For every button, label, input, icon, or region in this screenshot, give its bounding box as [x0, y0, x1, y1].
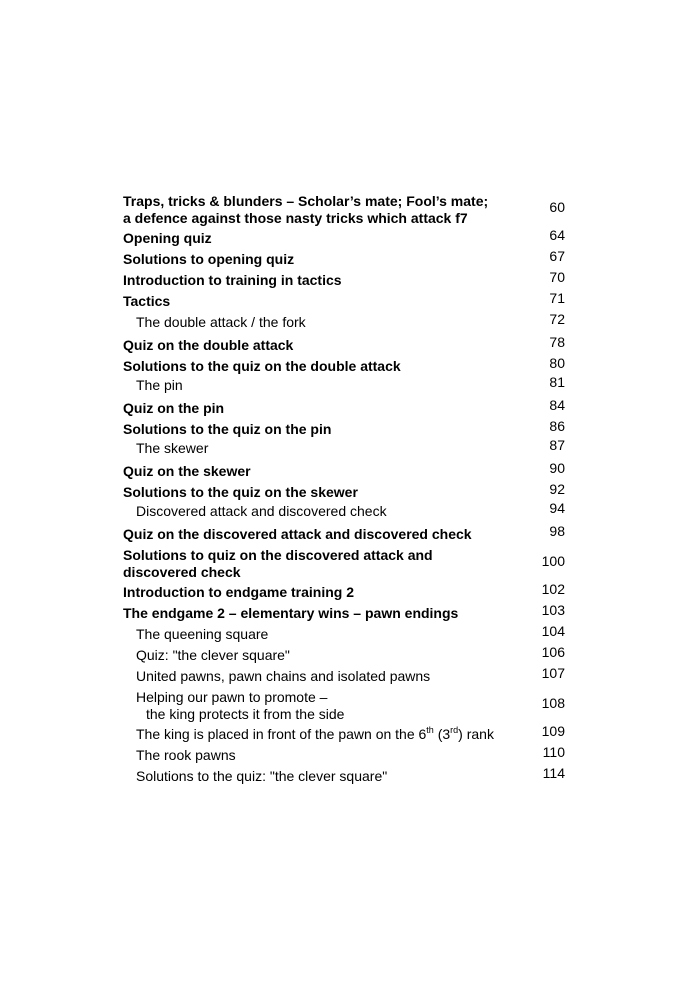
toc-subentry[interactable]: [123, 665, 565, 685]
toc-entry-title: Discovered attack and discovered check: [136, 503, 387, 519]
toc-page-number: 107: [541, 665, 565, 681]
toc-page-number: 70: [549, 269, 565, 285]
toc-entry-title: Solutions to the quiz on the skewer: [123, 484, 358, 500]
toc-entry[interactable]: [123, 355, 565, 375]
toc-page-number: 78: [549, 334, 565, 350]
toc-subentry[interactable]: [123, 744, 565, 764]
toc-subentry[interactable]: [123, 311, 565, 331]
toc-page-number: 109: [541, 723, 565, 739]
toc-page-number: 98: [549, 523, 565, 539]
toc-subentry[interactable]: [123, 765, 565, 785]
toc-entry-title: Solutions to the quiz on the double attack: [123, 358, 401, 374]
toc-entry[interactable]: [123, 334, 565, 354]
toc-entry[interactable]: [123, 460, 565, 480]
toc-entry-title: Tactics: [123, 293, 171, 309]
toc-page-number: 80: [549, 355, 565, 371]
toc-entry-title: Quiz on the skewer: [123, 463, 251, 479]
toc-entry-title: The double attack / the fork: [136, 314, 306, 330]
toc-entry[interactable]: [123, 547, 565, 581]
toc-page-number: 100: [541, 553, 565, 569]
toc-entry-title: United pawns, pawn chains and isolated pawns: [136, 668, 431, 684]
toc-subentry[interactable]: [123, 374, 565, 394]
toc-page-number: 92: [549, 481, 565, 497]
toc-page-number: 106: [541, 644, 565, 660]
toc-entry[interactable]: [123, 290, 565, 310]
toc-subentry[interactable]: [123, 644, 565, 664]
toc-entry-title: Opening quiz: [123, 230, 212, 246]
toc-subentry[interactable]: [123, 723, 565, 743]
toc-entry-title: The skewer: [136, 440, 209, 456]
table-of-contents: [123, 193, 565, 789]
toc-entry[interactable]: [123, 248, 565, 268]
toc-entry-title: Quiz on the double attack: [123, 337, 294, 353]
toc-page-number: 86: [549, 418, 565, 434]
toc-entry-title: The queening square: [136, 626, 269, 642]
toc-page-number: 72: [549, 311, 565, 327]
toc-page-number: 110: [542, 744, 565, 760]
toc-page-number: 108: [541, 695, 565, 711]
toc-entry-title: The rook pawns: [136, 747, 236, 763]
toc-entry-title: Solutions to quiz on the discovered attack and discovered check: [123, 547, 433, 580]
toc-entry[interactable]: [123, 227, 565, 247]
toc-page-number: 103: [541, 602, 565, 618]
toc-entry-title: Solutions to opening quiz: [123, 251, 295, 267]
toc-entry-title: The endgame 2 – elementary wins – pawn endings: [123, 605, 459, 621]
toc-entry[interactable]: [123, 397, 565, 417]
toc-entry-title: Solutions to the quiz: "the clever square": [136, 768, 388, 784]
toc-entry[interactable]: [123, 481, 565, 501]
toc-entry-title: Solutions to the quiz on the pin: [123, 421, 332, 437]
toc-entry-title: Quiz on the discovered attack and discovered check: [123, 526, 472, 542]
toc-entry[interactable]: [123, 581, 565, 601]
toc-entry-title: Quiz: "the clever square": [136, 647, 290, 663]
toc-page-number: 87: [549, 437, 565, 453]
toc-entry[interactable]: [123, 269, 565, 289]
toc-entry-title: The king is placed in front of the pawn on the 6th (3rd) rank: [136, 725, 494, 742]
toc-page-number: 71: [549, 290, 565, 306]
toc-entry[interactable]: [123, 193, 565, 227]
toc-page-number: 104: [541, 623, 565, 639]
toc-subentry[interactable]: [123, 437, 565, 457]
toc-subentry[interactable]: [123, 500, 565, 520]
toc-entry-title: Introduction to training in tactics: [123, 272, 342, 288]
toc-page-number: 84: [549, 397, 565, 413]
toc-page-number: 90: [549, 460, 565, 476]
toc-entry[interactable]: [123, 523, 565, 543]
toc-page-number: 94: [549, 500, 565, 516]
toc-entry-title: Introduction to endgame training 2: [123, 584, 354, 600]
toc-entry[interactable]: [123, 602, 565, 622]
toc-page-number: 81: [549, 374, 565, 390]
toc-page-number: 60: [549, 199, 565, 215]
toc-page-number: 102: [541, 581, 565, 597]
toc-entry-title: The pin: [136, 377, 183, 393]
toc-subentry[interactable]: [123, 689, 565, 723]
toc-subentry[interactable]: [123, 623, 565, 643]
toc-page-number: 67: [549, 248, 565, 264]
toc-page-number: 114: [542, 765, 565, 781]
toc-page-number: 64: [549, 227, 565, 243]
toc-entry-title: Helping our pawn to promote – the king protects it from the side: [136, 689, 345, 722]
toc-entry-title: Quiz on the pin: [123, 400, 225, 416]
toc-entry[interactable]: [123, 418, 565, 438]
toc-entry-title: Traps, tricks & blunders – Scholar’s mate; Fool’s mate; a defence against those nasty tricks which attack f7: [123, 193, 489, 226]
